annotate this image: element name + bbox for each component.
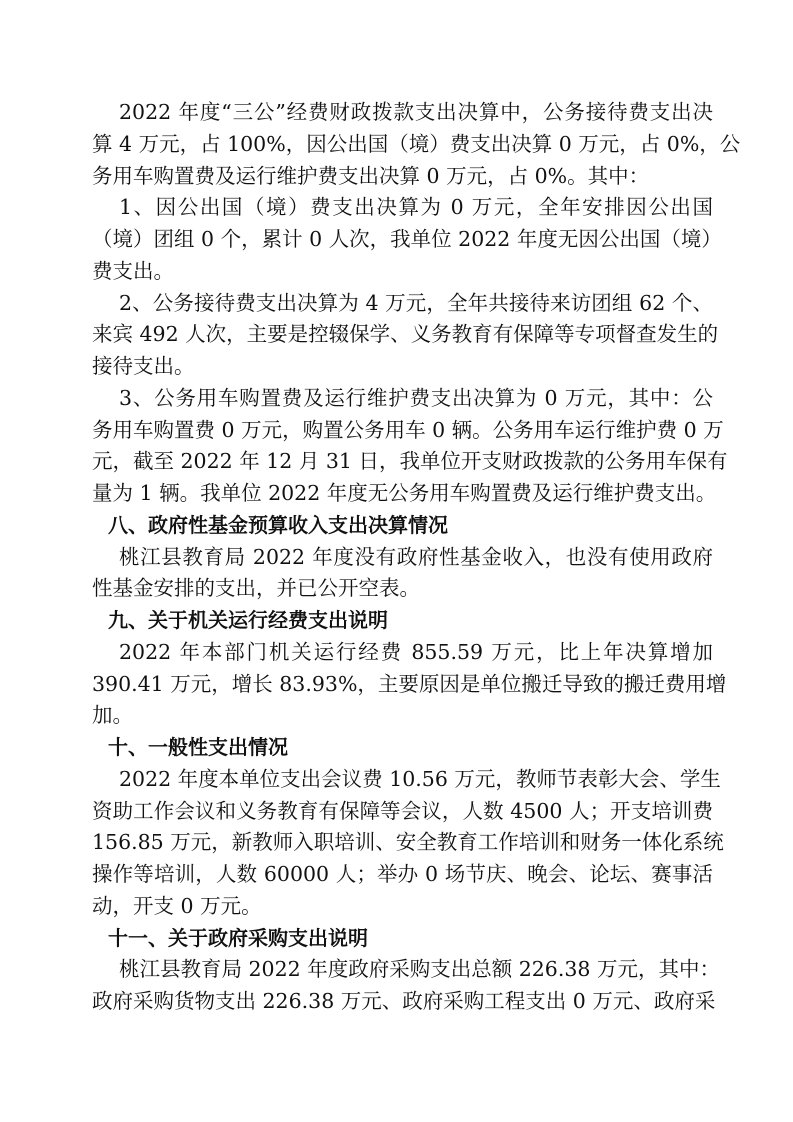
text-line: 算 4 万元，占 100%，因公出国（境）费支出决算 0 万元，占 0%，公 [92, 131, 741, 156]
paragraph [92, 383, 728, 510]
section-heading [92, 605, 713, 637]
heading-text: 十、一般性支出情况 [108, 735, 288, 759]
paragraph [92, 192, 722, 287]
text-line: 接待支出。 [92, 354, 195, 378]
text-line: 桃江县教育局 2022 年度政府采购支出总额 226.38 万元，其中： [119, 957, 720, 982]
text-line: 2022 年本部门机关运行经费 855.59 万元，比上年决算增加 [119, 639, 713, 664]
text-line: 2022 年度本单位支出会议费 10.56 万元，教师节表彰大会、学生 [119, 766, 721, 791]
document-page [92, 97, 741, 1018]
text-line: 2、公务接待费支出决算为 4 万元，全年共接待来访团组 62 个、 [119, 290, 713, 315]
paragraph [92, 542, 713, 606]
section-heading [92, 510, 713, 542]
text-line: 费支出。 [92, 258, 174, 283]
section-heading [92, 732, 713, 764]
text-line: 加。 [92, 703, 133, 728]
paragraph [92, 637, 727, 732]
text-line: 1、因公出国（境）费支出决算为 0 万元，全年安排因公出国 [119, 195, 713, 220]
text-line: 动，开支 0 万元。 [92, 893, 262, 918]
text-line: 资助工作会议和义务教育有保障等会议，人数 4500 人；开支培训费 [92, 798, 713, 823]
text-line: 元，截至 2022 年 12 月 31 日，我单位开支财政拨款的公务用车保有 [92, 449, 728, 474]
paragraph [92, 954, 720, 1018]
text-line: 政府采购货物支出 226.38 万元、政府采购工程支出 0 万元、政府采 [92, 989, 716, 1013]
heading-text: 十一、关于政府采购支出说明 [108, 925, 368, 950]
text-line: 务用车购置费 0 万元，购置公务用车 0 辆。公务用车运行维护费 0 万 [92, 417, 724, 442]
text-line: 3、公务用车购置费及运行维护费支出决算为 0 万元，其中：公 [119, 385, 713, 410]
text-line: 156.85 万元，新教师入职培训、安全教育工作培训和财务一体化系统 [92, 830, 724, 855]
text-line: 来宾 492 人次，主要是控辍保学、义务教育有保障等专项督查发生的 [92, 322, 719, 347]
text-line: 2022 年度“三公”经费财政拨款支出决算中，公务接待费支出决 [119, 100, 713, 124]
text-line: 量为 1 辆。我单位 2022 年度无公务用车购置费及运行维护费支出。 [92, 481, 717, 505]
text-line: （境）团组 0 个，累计 0 人次，我单位 2022 年度无因公出国（境） [92, 227, 722, 251]
section-heading [92, 923, 713, 955]
paragraph [92, 288, 719, 383]
heading-text: 九、关于机关运行经费支出说明 [108, 608, 388, 632]
text-line: 操作等培训，人数 60000 人；举办 0 场节庆、晚会、论坛、赛事活 [92, 862, 713, 886]
text-line: 390.41 万元，增长 83.93%，主要原因是单位搬迁导致的搬迁费用增 [92, 671, 727, 696]
text-line: 务用车购置费及运行维护费支出决算 0 万元，占 0%。其中： [92, 163, 650, 188]
text-line: 桃江县教育局 2022 年度没有政府性基金收入，也没有使用政府 [119, 544, 713, 569]
paragraph [92, 764, 724, 923]
paragraph [92, 97, 741, 192]
text-line: 性基金安排的支出，并已公开空表。 [92, 576, 420, 601]
heading-text: 八、政府性基金预算收入支出决算情况 [108, 512, 448, 537]
